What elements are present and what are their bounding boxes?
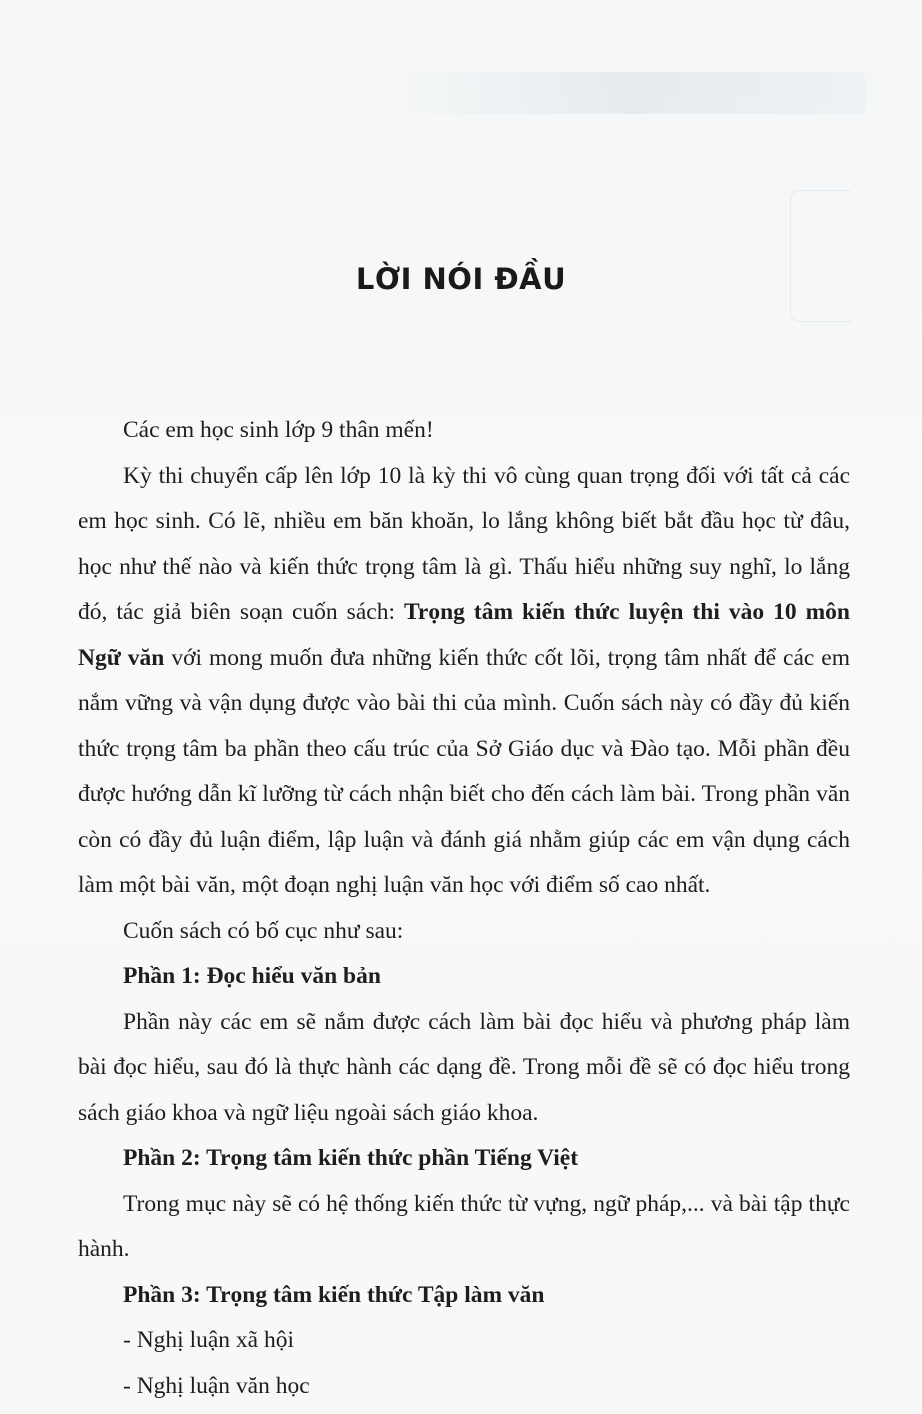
intro-text-part1: Kỳ thi chuyển cấp lên lớp 10 là kỳ thi vô cùng quan trọng đối với tất cả các em học sinh. Có lẽ, nhiều em băn khoăn, lo lắng không biết bắt đầu học từ đâu, học như thế nào và kiến thức trọng tâm là gì. Thấu hiểu những suy nghĩ, lo lắng đó, tác giả biên soạn cuốn sách: (78, 462, 850, 625)
section-2-heading: Phần 2: Trọng tâm kiến thức phần Tiếng Việt (123, 1145, 579, 1171)
intro-paragraph (78, 454, 850, 909)
section-3-heading: Phần 3: Trọng tâm kiến thức Tập làm văn (123, 1281, 545, 1308)
intro-text-part2: với mong muốn đưa những kiến thức cốt lõi, trọng tâm nhất để các em nắm vững và vận dụng được vào bài thi của mình. Cuốn sách này có đầy đủ kiến thức trọng tâm ba phần theo cấu trúc của Sở Giáo dục và Đào tạo. Mỗi phần đều được hướng dẫn kĩ lưỡng từ cách nhận biết cho đến cách làm bài. Trong phần văn còn có đầy đủ luận điểm, lập luận và đánh giá nhằm giúp các em vận dụng cách làm một bài văn, một đoạn nghị luận văn học với điểm số cao nhất. (78, 644, 850, 898)
section-1-text: Phần này các em sẽ nắm được cách làm bài đọc hiểu và phương pháp làm bài đọc hiểu, sau đó là thực hành các dạng đề. Trong mỗi đề sẽ có đọc hiểu trong sách giáo khoa và ngữ liệu ngoài sách giáo khoa. (78, 1008, 850, 1126)
section-2-text: Trong mục này sẽ có hệ thống kiến thức từ vựng, ngữ pháp,... và bài tập thực hành. (78, 1190, 850, 1262)
section-1-heading: Phần 1: Đọc hiểu văn bản (123, 963, 381, 989)
book-title-text: Trọng tâm kiến thức luyện thi vào 10 môn Ngữ văn (78, 599, 850, 671)
layout-intro-paragraph: Cuốn sách có bố cục như sau: (123, 917, 404, 944)
bleed-through-box (790, 190, 851, 322)
page-title: LỜI NÓI ĐẦU (355, 262, 567, 296)
greeting-paragraph: Các em học sinh lớp 9 thân mến! (123, 417, 434, 443)
bleed-through-header (395, 72, 865, 114)
section-3-item: - Nghị luận văn học (123, 1372, 310, 1399)
body-text (78, 408, 850, 1409)
section-3-item: - Nghị luận xã hội (123, 1327, 294, 1353)
